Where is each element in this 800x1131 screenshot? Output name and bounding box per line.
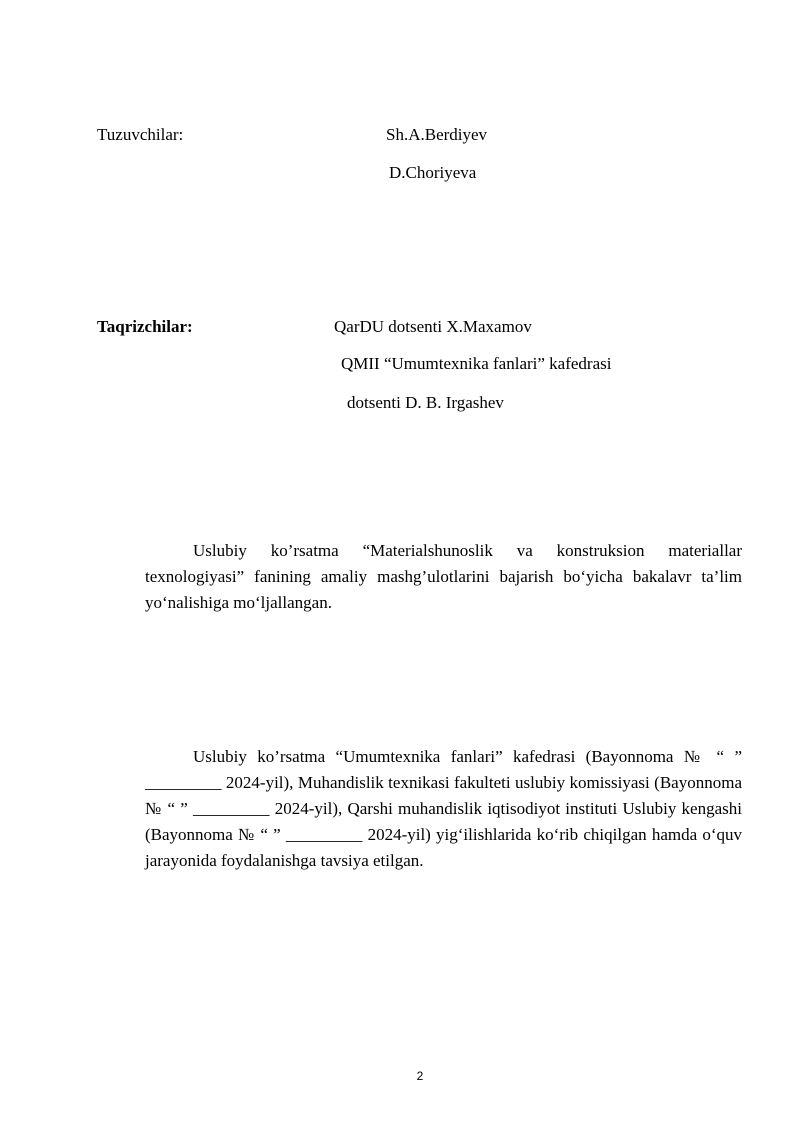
reviewer-line-2: QMII “Umumtexnika fanlari” kafedrasi bbox=[341, 354, 612, 373]
compiler-name-2: D.Choriyeva bbox=[389, 163, 477, 182]
compilers-label: Tuzuvchilar: bbox=[97, 125, 184, 144]
reviewer-line-1: QarDU dotsenti X.Maxamov bbox=[334, 317, 532, 336]
page-number: 2 bbox=[416, 1069, 424, 1083]
reviewer-line-3: dotsenti D. B. Irgashev bbox=[347, 393, 504, 412]
purpose-paragraph: Uslubiy ko’rsatma “Materialshunoslik va konstruksion materiallar texnologiyasi” fanining amaliy mashg’ulotlarini bajarish bo‘yicha bakalavr ta’lim yo‘nalishiga mo‘ljallangan. bbox=[145, 541, 742, 612]
approval-paragraph: Uslubiy ko’rsatma “Umumtexnika fanlari” kafedrasi (Bayonnoma № “ ” _________ 2024-yil), Muhandislik texnikasi fakulteti uslubiy komissiyasi (Bayonnoma № “ ” _________ 2024-yil), Qarshi muhandislik iqtisodiyot instituti Uslubiy kengashi (Bayonnoma № “ ” _________ 2024-yil) yig‘ilishlarida ko‘rib chiqilgan hamda o‘quv jarayonida foydalanishga tavsiya etilgan. bbox=[145, 747, 742, 870]
reviewers-label: Taqrizchilar: bbox=[97, 317, 193, 336]
compiler-name-1: Sh.A.Berdiyev bbox=[386, 125, 488, 144]
